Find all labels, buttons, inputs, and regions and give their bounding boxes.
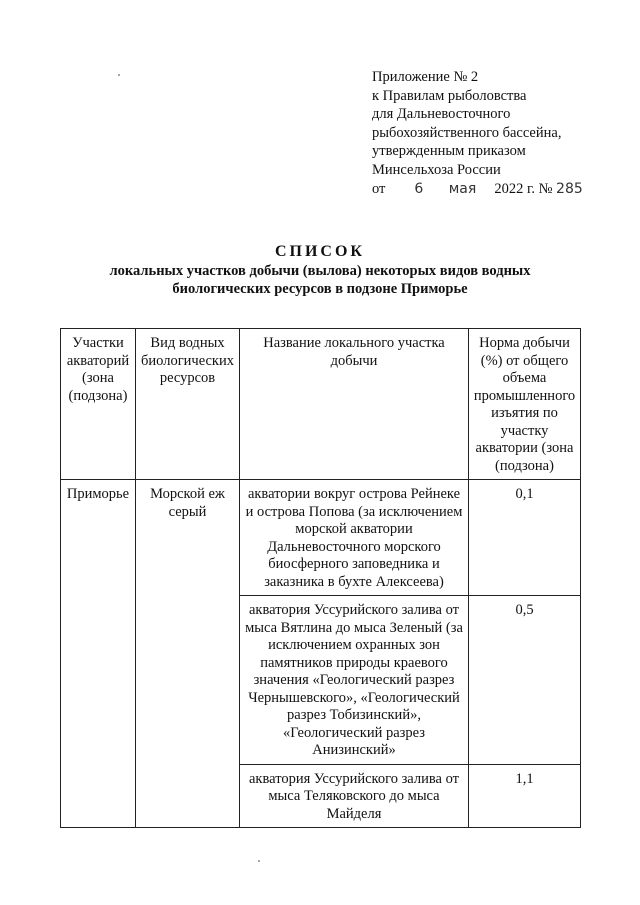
area-cell: акватория Уссурийского залива от мыса Теляковского до мыса Майделя [240,764,469,828]
annex-line: Минсельхоза России [372,161,501,178]
fishing-areas-table [60,328,581,828]
annex-line: к Правилам рыболовства [372,87,527,104]
annex-line: для Дальневосточного [372,106,511,123]
header-norm: Норма добычи (%) от общего объема промышленного изъятия по участку акватории (зона (подзона) [469,329,581,480]
date-month: мая [448,180,477,197]
norm-cell: 1,1 [469,764,581,828]
area-cell: акватория Уссурийского залива от мыса Вятлина до мыса Зеленый (за исключением охранных зон памятников природы краевого значения «Геологический разрез Чернышевского», «Геологический разрез Тобизинский», «Геологический разрез Анизинский» [240,596,469,765]
scan-speck [258,860,260,862]
header-species: Вид водных биологических ресурсов [136,329,240,480]
order-number: 285 [556,180,583,197]
zone-cell: Приморье [61,480,136,828]
annex-line: утвержденным приказом [372,143,526,160]
annex-line: Приложение № 2 [372,69,479,85]
norm-cell: 0,5 [469,596,581,765]
annex-line: рыбохозяйственного бассейна, [372,124,562,141]
date-prefix: от [372,180,386,197]
species-cell: Морской еж серый [136,480,240,828]
norm-cell: 0,1 [469,480,581,596]
order-date-line [372,180,583,199]
document-title [0,242,640,298]
date-day: 6 [414,180,424,197]
annex-header [372,68,583,198]
date-year: 2022 г. № [494,180,553,197]
title-subline: локальных участков добычи (вылова) некоторых видов водных [109,263,531,279]
header-area-name: Название локального участка добычи [240,329,469,480]
scan-speck [118,74,120,76]
header-zone: Участки акваторий (зона (подзона) [61,329,136,480]
title-main: СПИСОК [274,243,366,260]
area-cell: акватории вокруг острова Рейнеке и острова Попова (за исключением морской акватории Дальневосточного морского биосферного заповедника и заказника в бухте Алексеева) [240,480,469,596]
title-subline: биологических ресурсов в подзоне Приморье [172,281,468,297]
table-row [61,480,581,596]
table-header-row [61,329,581,480]
